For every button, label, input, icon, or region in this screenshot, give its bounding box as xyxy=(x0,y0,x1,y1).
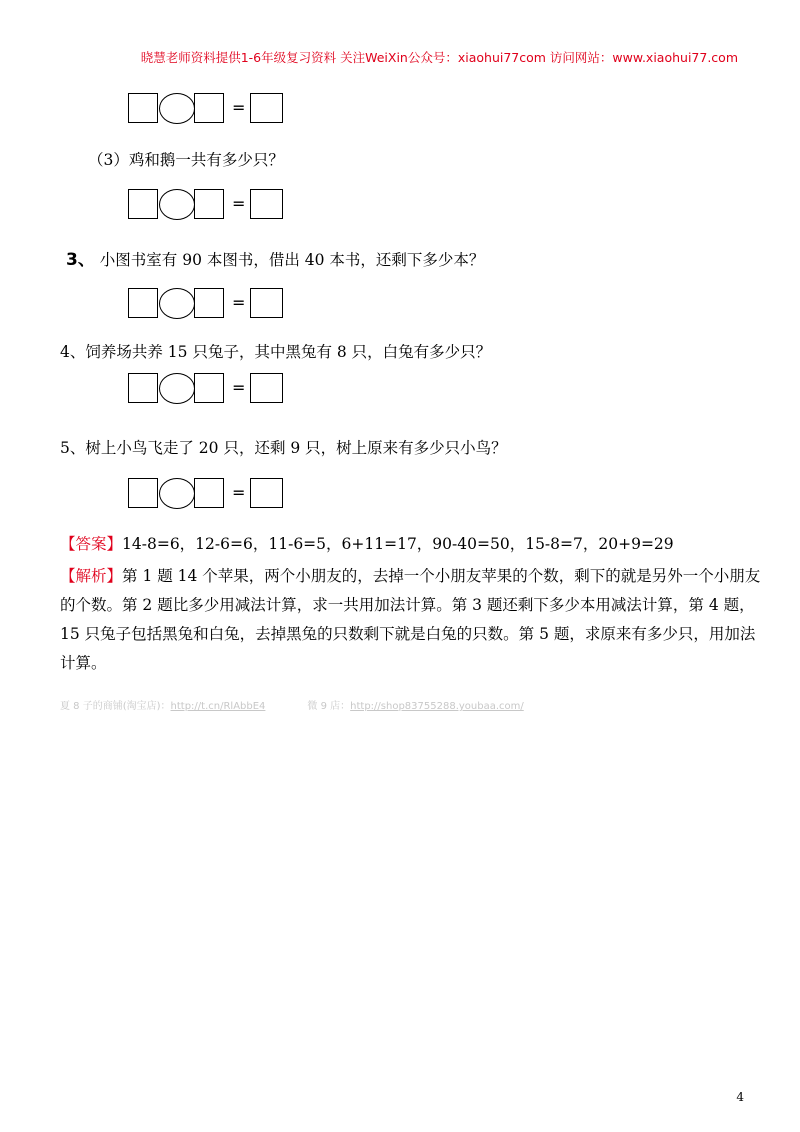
question-4: 4、饲养场共养 15 只兔子，其中黑兔有 8 只，白兔有多少只？ xyxy=(60,343,492,361)
equals-sign: = xyxy=(232,194,246,213)
equation-template xyxy=(128,189,288,220)
answer-box[interactable] xyxy=(128,373,158,403)
answer-line xyxy=(60,532,674,554)
footer-shop-label: 夏 8 子的商铺(淘宝店)： xyxy=(60,701,171,712)
equals-sign: = xyxy=(232,293,246,312)
answer-label: 【答案】 xyxy=(60,535,123,553)
result-box[interactable] xyxy=(250,189,283,219)
answer-box[interactable] xyxy=(194,189,224,219)
answer-text: 14-8=6，12-6=6，11-6=5，6+11=17，90-40=50，15-8=7，20+9=29 xyxy=(122,535,674,553)
explanation xyxy=(60,562,761,678)
answer-box[interactable] xyxy=(128,288,158,318)
equals-sign: = xyxy=(232,98,246,117)
explanation-line: 15 只兔子包括黑兔和白兔，去掉黑兔的只数剩下就是白兔的只数。第 5 题，求原来有多少只，用加法 xyxy=(60,625,756,643)
page-header: 晓慧老师资料提供1-6年级复习资料 关注WeiXin公众号：xiaohui77com 访问网站：www.xiaohui77.com xyxy=(140,50,738,65)
question-3-text: 小图书室有 90 本图书，借出 40 本书，还剩下多少本？ xyxy=(99,251,485,269)
explanation-line: 的个数。第 2 题比多少用减法计算，求一共用加法计算。第 3 题还剩下多少本用减法计算，第 4 题， xyxy=(60,596,755,614)
footer-shop-link[interactable]: http://t.cn/RlAbbE4 xyxy=(170,701,266,712)
operator-circle[interactable] xyxy=(159,478,195,509)
answer-box[interactable] xyxy=(128,93,158,123)
explanation-line: 计算。 xyxy=(60,654,107,672)
footer-wei-label: 微 9 店： xyxy=(307,701,351,712)
result-box[interactable] xyxy=(250,478,283,508)
operator-circle[interactable] xyxy=(159,93,195,124)
equation-template xyxy=(128,373,288,404)
answer-box[interactable] xyxy=(194,288,224,318)
equals-sign: = xyxy=(232,483,246,502)
operator-circle[interactable] xyxy=(159,288,195,319)
operator-circle[interactable] xyxy=(159,189,195,220)
answer-box[interactable] xyxy=(128,478,158,508)
page-number: 4 xyxy=(736,1090,744,1104)
result-box[interactable] xyxy=(250,373,283,403)
answer-box[interactable] xyxy=(194,93,224,123)
result-box[interactable] xyxy=(250,288,283,318)
explanation-line: 【解析】第 1 题 14 个苹果，两个小朋友的，去掉一个小朋友苹果的个数，剩下的就是另外一个小朋友 xyxy=(60,567,761,585)
equals-sign: = xyxy=(232,378,246,397)
equation-template xyxy=(128,478,288,509)
result-box[interactable] xyxy=(250,93,283,123)
equation-template xyxy=(128,288,288,319)
answer-box[interactable] xyxy=(128,189,158,219)
operator-circle[interactable] xyxy=(159,373,195,404)
answer-box[interactable] xyxy=(194,373,224,403)
equation-template xyxy=(128,93,288,124)
question-3-number: 3、 xyxy=(66,250,95,270)
question-3 xyxy=(66,245,484,270)
footer-watermark xyxy=(60,697,524,712)
explanation-label: 【解析】 xyxy=(60,567,123,585)
question-2-sub-3: （3）鸡和鹅一共有多少只？ xyxy=(88,151,284,169)
footer-wei-link[interactable]: http://shop83755288.youbaa.com/ xyxy=(350,701,524,712)
answer-box[interactable] xyxy=(194,478,224,508)
question-5: 5、树上小鸟飞走了 20 只，还剩 9 只，树上原来有多少只小鸟？ xyxy=(60,439,507,457)
